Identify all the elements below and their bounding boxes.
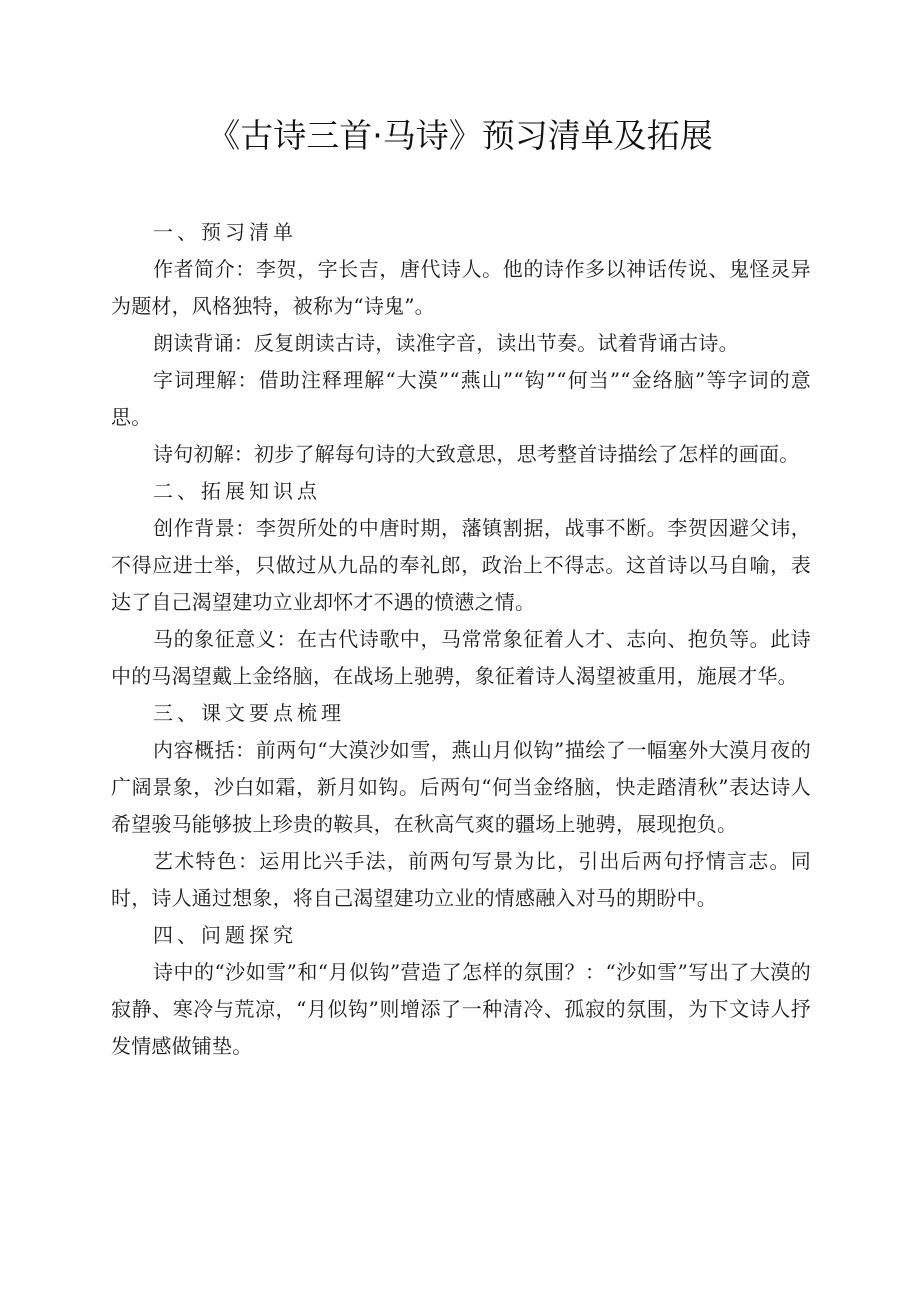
document-body bbox=[111, 214, 811, 1065]
paragraph-question: 诗中的“沙如雪”和“月似钩”营造了怎样的氛围？：“沙如雪”写出了大漠的寂静、寒冷与荒凉，“月似钩”则增添了一种清冷、孤寂的氛围，为下文诗人抒发情感做铺垫。 bbox=[111, 960, 811, 1058]
paragraph-content-summary: 内容概括：前两句“大漠沙如雪，燕山月似钩”描绘了一幅塞外大漠月夜的广阔景象，沙白如霜，新月如钩。后两句“何当金络脑，快走踏清秋”表达诗人希望骏马能够披上珍贵的鞍具，在秋高气爽的疆场上驰骋，展现抱负。 bbox=[111, 738, 811, 836]
document-title: 《古诗三首·马诗》预习清单及拓展 bbox=[207, 116, 713, 155]
paragraph-background: 创作背景：李贺所处的中唐时期，藩镇割据，战事不断。李贺因避父讳，不得应进士举，只做过从九品的奉礼郎，政治上不得志。这首诗以马自喻，表达了自己渴望建功立业却怀才不遇的愤懑之情。 bbox=[111, 516, 811, 614]
paragraph-poem-meaning: 诗句初解：初步了解每句诗的大致意思，思考整首诗描绘了怎样的画面。 bbox=[153, 442, 800, 466]
section-heading: 一、预习清单 bbox=[153, 220, 297, 244]
paragraph-artistic-features: 艺术特色：运用比兴手法，前两句写景为比，引出后两句抒情言志。同时，诗人通过想象，将自己渴望建功立业的情感融入对马的期盼中。 bbox=[111, 849, 811, 910]
section-heading: 四、问题探究 bbox=[153, 923, 297, 947]
paragraph-horse-symbolism: 马的象征意义：在古代诗歌中，马常常象征着人才、志向、抱负等。此诗中的马渴望戴上金络脑，在战场上驰骋，象征着诗人渴望被重用，施展才华。 bbox=[111, 627, 811, 688]
section-heading: 二、拓展知识点 bbox=[153, 479, 321, 503]
paragraph-author-intro: 作者简介：李贺，字长吉，唐代诗人。他的诗作多以神话传说、鬼怪灵异为题材，风格独特，被称为“诗鬼”。 bbox=[111, 257, 811, 318]
section-extension bbox=[111, 473, 811, 695]
section-key-points bbox=[111, 695, 811, 917]
paragraph-vocabulary: 字词理解：借助注释理解“大漠”“燕山”“钩”“何当”“金络脑”等字词的意思。 bbox=[111, 368, 811, 429]
section-preview-list bbox=[111, 214, 811, 473]
paragraph-reading: 朗读背诵：反复朗读古诗，读准字音，读出节奏。试着背诵古诗。 bbox=[153, 331, 739, 355]
section-heading: 三、课文要点梳理 bbox=[153, 701, 345, 725]
section-inquiry bbox=[111, 917, 811, 1065]
